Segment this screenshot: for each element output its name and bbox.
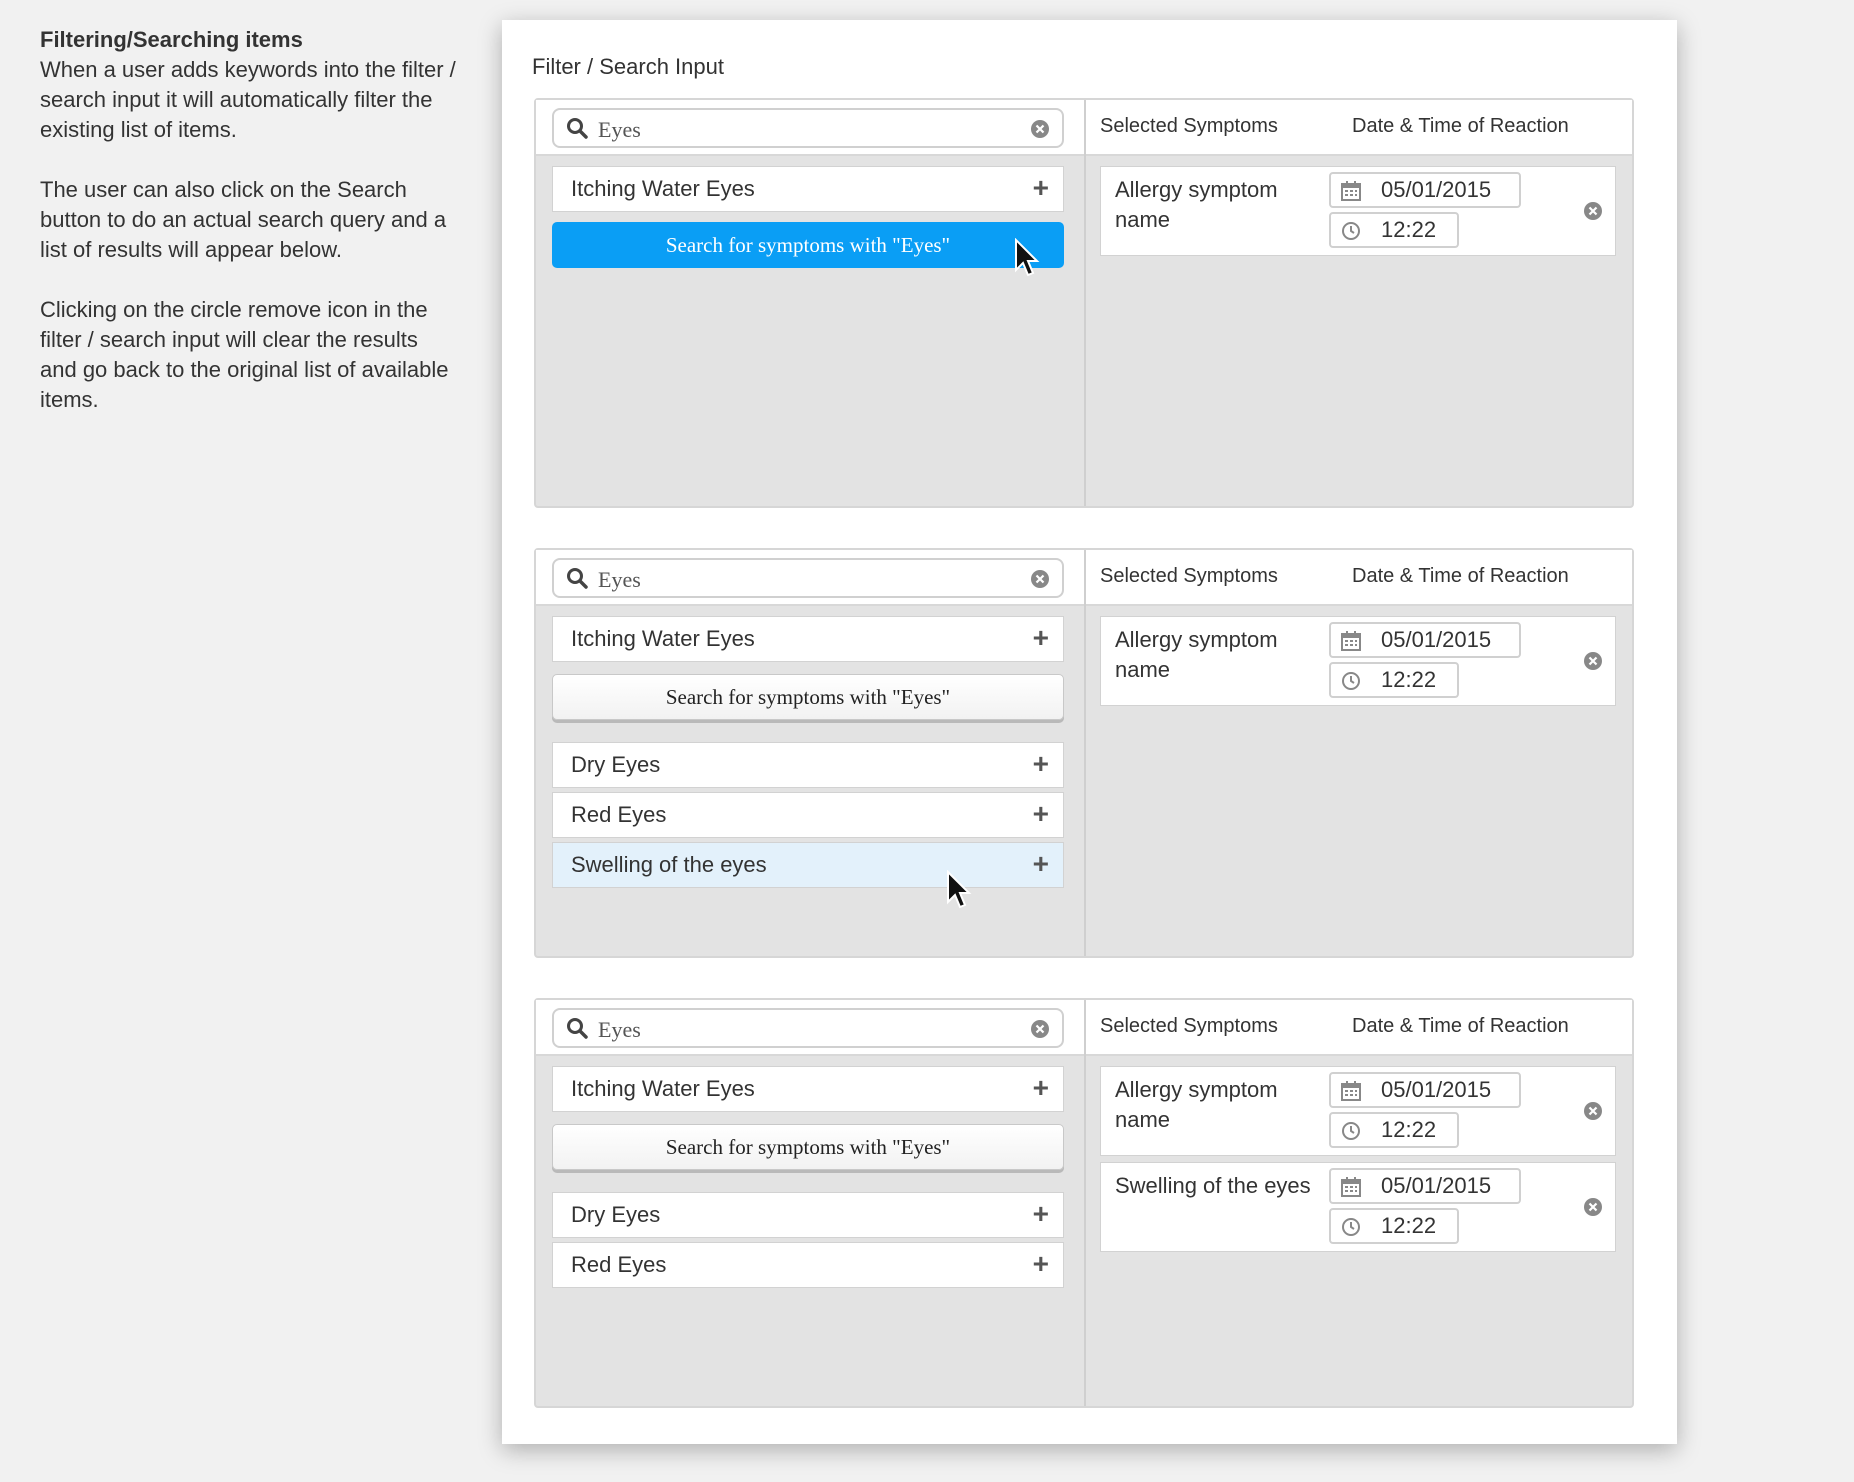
add-icon[interactable]: + (1032, 622, 1049, 653)
description-title: Filtering/Searching items (40, 27, 303, 52)
search-icon (566, 567, 588, 589)
date-value: 05/01/2015 (1381, 1173, 1492, 1198)
search-value: Eyes (598, 117, 641, 142)
remove-circle-icon[interactable] (1583, 1101, 1603, 1121)
selected-symptoms-header: Selected Symptoms (1100, 115, 1278, 137)
symptom-widget-3 (534, 998, 1634, 1408)
date-field[interactable] (1329, 1072, 1521, 1108)
search-symptoms-button[interactable]: Search for symptoms with "Eyes" (552, 1124, 1064, 1170)
mouse-cursor-icon (1014, 238, 1040, 278)
selected-item-name: Allergy symptom name (1115, 1077, 1278, 1132)
time-value: 12:22 (1381, 1213, 1437, 1238)
remove-circle-icon[interactable] (1583, 651, 1603, 671)
clear-circle-icon[interactable] (1030, 569, 1050, 589)
search-input[interactable] (552, 1008, 1064, 1048)
list-item[interactable] (552, 166, 1064, 212)
time-field[interactable] (1329, 662, 1459, 698)
add-icon[interactable]: + (1032, 848, 1049, 879)
mouse-cursor-icon (946, 870, 972, 910)
time-field[interactable] (1329, 1112, 1459, 1148)
result-item-label: Red Eyes (571, 802, 667, 827)
clock-icon (1341, 1217, 1361, 1237)
selected-item-name: Allergy symptom name (1115, 177, 1278, 232)
remove-circle-icon[interactable] (1583, 1197, 1603, 1217)
add-icon[interactable]: + (1032, 1198, 1049, 1229)
selected-item (1100, 1066, 1616, 1156)
result-item-label: Dry Eyes (571, 1202, 661, 1227)
time-value: 12:22 (1381, 1117, 1437, 1142)
search-icon (566, 1017, 588, 1039)
add-icon[interactable]: + (1032, 172, 1049, 203)
selected-symptoms-panel (1086, 100, 1632, 506)
result-item[interactable] (552, 742, 1064, 788)
available-symptoms-panel (536, 550, 1086, 956)
selected-item (1100, 166, 1616, 256)
selected-symptoms-header: Selected Symptoms (1100, 565, 1278, 587)
add-icon[interactable]: + (1032, 748, 1049, 779)
clear-circle-icon[interactable] (1030, 1019, 1050, 1039)
remove-circle-icon[interactable] (1583, 201, 1603, 221)
available-symptoms-panel (536, 1000, 1086, 1406)
description-para-2: The user can also click on the Search button to do an actual search query and a list of results will appear below. (40, 177, 447, 262)
clear-circle-icon[interactable] (1030, 119, 1050, 139)
add-icon[interactable]: + (1032, 798, 1049, 829)
description-para-3: Clicking on the circle remove icon in the filter / search input will clear the results and go back to the original list of available items. (40, 297, 449, 412)
date-value: 05/01/2015 (1381, 1077, 1492, 1102)
clock-icon (1341, 671, 1361, 691)
add-icon[interactable]: + (1032, 1072, 1049, 1103)
card-title: Filter / Search Input (532, 54, 724, 79)
date-time-header: Date & Time of Reaction (1352, 115, 1569, 137)
date-field[interactable] (1329, 622, 1521, 658)
symptom-widget-1 (534, 98, 1634, 508)
result-item[interactable] (552, 1192, 1064, 1238)
search-symptoms-button[interactable]: Search for symptoms with "Eyes" (552, 674, 1064, 720)
date-value: 05/01/2015 (1381, 627, 1492, 652)
result-item-label: Swelling of the eyes (571, 852, 767, 877)
time-value: 12:22 (1381, 667, 1437, 692)
date-value: 05/01/2015 (1381, 177, 1492, 202)
date-field[interactable] (1329, 1168, 1521, 1204)
search-value: Eyes (598, 567, 641, 592)
calendar-icon (1341, 631, 1361, 651)
selected-symptoms-header: Selected Symptoms (1100, 1015, 1278, 1037)
list-item-label: Itching Water Eyes (571, 176, 755, 201)
list-item-label: Itching Water Eyes (571, 626, 755, 651)
spec-card (502, 20, 1677, 1444)
search-input[interactable] (552, 108, 1064, 148)
selected-symptoms-panel (1086, 1000, 1632, 1406)
description-para-1: When a user adds keywords into the filter / search input it will automatically filter the existing list of items. (40, 57, 456, 142)
search-value: Eyes (598, 1017, 641, 1042)
list-item[interactable] (552, 616, 1064, 662)
time-field[interactable] (1329, 1208, 1459, 1244)
result-item[interactable] (552, 1242, 1064, 1288)
date-time-header: Date & Time of Reaction (1352, 565, 1569, 587)
add-icon[interactable]: + (1032, 1248, 1049, 1279)
description (40, 25, 460, 445)
calendar-icon (1341, 181, 1361, 201)
list-item-label: Itching Water Eyes (571, 1076, 755, 1101)
result-item[interactable] (552, 842, 1064, 888)
result-item[interactable] (552, 792, 1064, 838)
clock-icon (1341, 1121, 1361, 1141)
selected-item (1100, 616, 1616, 706)
selected-item-name: Swelling of the eyes (1115, 1173, 1311, 1198)
search-input[interactable] (552, 558, 1064, 598)
date-time-header: Date & Time of Reaction (1352, 1015, 1569, 1037)
time-value: 12:22 (1381, 217, 1437, 242)
clock-icon (1341, 221, 1361, 241)
time-field[interactable] (1329, 212, 1459, 248)
calendar-icon (1341, 1177, 1361, 1197)
list-item[interactable] (552, 1066, 1064, 1112)
calendar-icon (1341, 1081, 1361, 1101)
available-symptoms-panel (536, 100, 1086, 506)
selected-item-name: Allergy symptom name (1115, 627, 1278, 682)
search-symptoms-button[interactable]: Search for symptoms with "Eyes" (552, 222, 1064, 268)
result-item-label: Red Eyes (571, 1252, 667, 1277)
result-item-label: Dry Eyes (571, 752, 661, 777)
selected-symptoms-panel (1086, 550, 1632, 956)
symptom-widget-2 (534, 548, 1634, 958)
date-field[interactable] (1329, 172, 1521, 208)
selected-item (1100, 1162, 1616, 1252)
search-icon (566, 117, 588, 139)
